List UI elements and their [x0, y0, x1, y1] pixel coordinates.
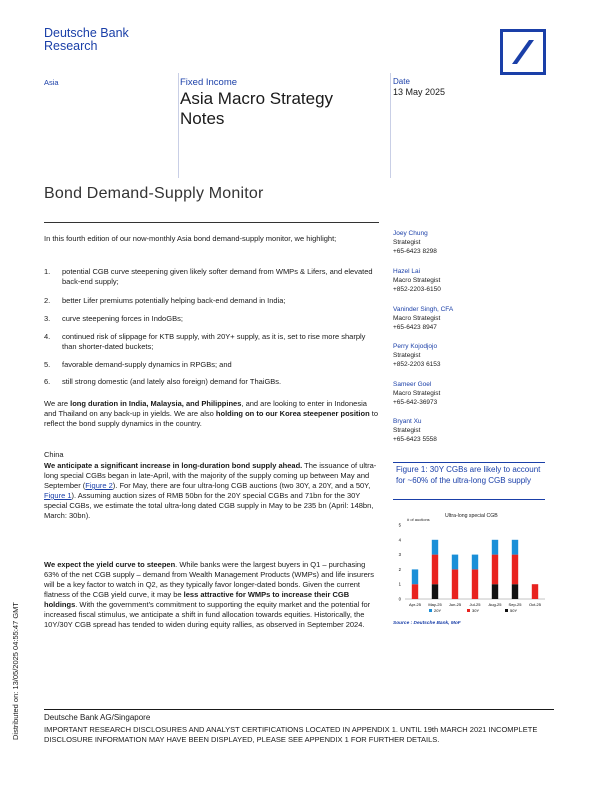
brand-line-2: Research — [44, 39, 98, 53]
author-title: Strategist — [393, 352, 421, 359]
bar-20Y — [452, 555, 458, 570]
y-tick-label: 3 — [398, 552, 401, 558]
author-name: Bryant Xu — [393, 418, 422, 425]
china-paragraph-2: We expect the yield curve to steepen. While banks were the largest buyers in Q1 – purchasing 63% of the net CGB supply – demand from Wealth Management Products (WMPs) and life insurers will be a key factor to watch in Q2, as they typically favor longer-dated bonds. Given the current flatness of the CGB yield curve, it may be less attractive for WMPs to increase their CGB holdings. With the government's commitment to supporting the equity market and the potential for increased fiscal stimulus, we anticipate a shift in fund allocation towards equities. Historically, the 10Y/30Y CGB spread has tended to widen during equity rallies, as observed in September 2024. — [44, 560, 375, 629]
author-title: Macro Strategist — [393, 315, 441, 322]
legend-swatch — [505, 609, 508, 612]
divider — [178, 73, 179, 178]
x-tick-label: Jul-25 — [469, 602, 481, 607]
author-phone: +65-642-36973 — [393, 399, 438, 406]
author-phone: +852-2203-6150 — [393, 286, 441, 293]
author-phone: +65-6423 8947 — [393, 324, 437, 331]
footer-entity: Deutsche Bank AG/Singapore — [44, 713, 151, 722]
region-label: Asia — [44, 78, 59, 87]
author-title: Macro Strategist — [393, 277, 441, 284]
author-name: Joey Chung — [393, 230, 428, 237]
bar-50Y — [512, 584, 518, 599]
deutsche-bank-logo — [500, 29, 546, 75]
x-tick-label: Sep-25 — [508, 602, 522, 607]
china-paragraph-1: We anticipate a significant increase in long-duration bond supply ahead. The issuance of ultra-long special CGBs began in late-April, with the majority of the supply coming up between May and September (Figure 2). For May, there are four ultra-long CGB auctions (two 30Y, a 20Y, and a 50Y, Figure 1). Assuming auction sizes of RMB 50bn for the 20Y special CGBs and 71bn for the 30Y special CGBs, we estimate the total ultra-long dated CGB supply in May to be 235 bn (April: 148bn, March: 30bn). — [44, 461, 377, 520]
author-block — [393, 229, 543, 256]
view-paragraph: We are long duration in India, Malaysia, and Philippines, and are looking to enter in Indonesia and Thailand on any back-up in yields. We are also holding on to our Korea steepener position to reflect the bond supply dynamics in the country. — [44, 399, 379, 428]
x-tick-label: May-25 — [428, 602, 442, 607]
bar-20Y — [412, 569, 418, 584]
bar-20Y — [492, 540, 498, 555]
author-phone: +65-6423 8298 — [393, 248, 437, 255]
author-name: Hazel Lai — [393, 268, 421, 275]
list-item: 5. favorable demand-supply dynamics in RPGBs; and — [44, 360, 232, 369]
y-tick-label: 2 — [398, 566, 401, 572]
author-block — [393, 267, 543, 294]
chart-title: Ultra-long special CGB — [445, 513, 498, 519]
x-tick-label: Jun-25 — [448, 602, 462, 607]
author-block — [393, 342, 543, 369]
list-item: 1. potential CGB curve steepening given likely softer demand from WMPs & Lifers, and elevated back-end supply; — [44, 267, 373, 286]
bar-30Y — [432, 555, 438, 585]
footer-disclosure: IMPORTANT RESEARCH DISCLOSURES AND ANALYST CERTIFICATIONS LOCATED IN APPENDIX 1. UNTIL 19th MARCH 2021 INCOMPLETE DISCLOSURE INFORMATION MAY HAVE BEEN DISPLAYED, PLEASE SEE APPENDIX 1 FOR FURTHER DETAILS. — [44, 725, 538, 744]
date-value: 13 May 2025 — [393, 87, 446, 97]
intro-paragraph: In this fourth edition of our now-monthly Asia bond demand-supply monitor, we highlight; — [44, 234, 337, 243]
x-tick-label: Aug-25 — [488, 602, 502, 607]
title-rule — [44, 222, 379, 223]
author-block — [393, 380, 543, 407]
x-tick-label: Oct-25 — [528, 602, 542, 607]
report-title: Bond Demand-Supply Monitor — [44, 185, 264, 202]
distribution-stamp: Distributed on: 13/05/2025 04:55:47 GMT — [11, 601, 20, 740]
list-item: 6. still strong domestic (and lately also foreign) demand for ThaiGBs. — [44, 377, 282, 386]
chart-y-label: # of auctions — [407, 517, 430, 522]
author-phone: +65-6423 5558 — [393, 436, 437, 443]
author-block — [393, 417, 543, 444]
bar-30Y — [472, 569, 478, 599]
y-tick-label: 1 — [398, 581, 401, 587]
author-phone: +852-2203 6153 — [393, 361, 441, 368]
section-heading-china: China — [44, 450, 64, 459]
date-label: Date — [393, 77, 410, 86]
figure-title: Figure 1: 30Y CGBs are likely to account for ~60% of the ultra-long CGB supply — [396, 465, 541, 485]
author-title: Strategist — [393, 239, 421, 246]
author-block — [393, 305, 543, 332]
footer-rule — [44, 709, 554, 710]
figure-1 — [393, 462, 545, 632]
legend-label: 20Y — [434, 608, 442, 613]
bar-30Y — [512, 555, 518, 585]
legend-label: 50Y — [510, 608, 518, 613]
author-title: Strategist — [393, 427, 421, 434]
author-name: Perry Kojodjojo — [393, 343, 438, 350]
figure-1-link[interactable]: Figure 1 — [44, 491, 72, 500]
legend-swatch — [429, 609, 432, 612]
legend-label: 30Y — [472, 608, 480, 613]
bar-20Y — [512, 540, 518, 555]
author-name: Sameer Goel — [393, 381, 432, 388]
figure-title-frame — [393, 462, 545, 500]
legend-swatch — [467, 609, 470, 612]
bar-20Y — [472, 555, 478, 570]
list-item: 4. continued risk of slippage for KTB supply, with 20Y+ supply, as it is, set to rise more sharply than shorter-dated buckets; — [44, 332, 366, 351]
bar-30Y — [532, 584, 538, 599]
bar-30Y — [412, 584, 418, 599]
slash-icon — [503, 32, 543, 72]
bar-50Y — [492, 584, 498, 599]
bar-30Y — [492, 555, 498, 585]
bar-50Y — [432, 584, 438, 599]
list-item: 3. curve steepening forces in IndoGBs; — [44, 314, 183, 323]
x-tick-label: Apr-25 — [408, 602, 422, 607]
author-title: Macro Strategist — [393, 390, 441, 397]
author-name: Vaninder Singh, CFA — [393, 306, 454, 313]
bar-20Y — [432, 540, 438, 555]
brand-line-1: Deutsche Bank — [44, 26, 129, 40]
y-tick-label: 0 — [398, 596, 401, 602]
y-tick-label: 5 — [398, 522, 401, 528]
divider — [390, 73, 391, 178]
chart-ultra-long-cgb — [393, 505, 545, 615]
list-item: 2. better Lifer premiums potentially helping back-end demand in India; — [44, 296, 286, 305]
y-tick-label: 4 — [398, 537, 401, 543]
figure-2-link[interactable]: Figure 2 — [85, 481, 113, 490]
figure-source: Source : Deutsche Bank, MoF — [393, 621, 461, 626]
brand-name — [44, 27, 129, 53]
publication-title: Asia Macro Strategy Notes — [180, 89, 334, 128]
bar-30Y — [452, 569, 458, 599]
section-label: Fixed Income — [180, 77, 238, 88]
